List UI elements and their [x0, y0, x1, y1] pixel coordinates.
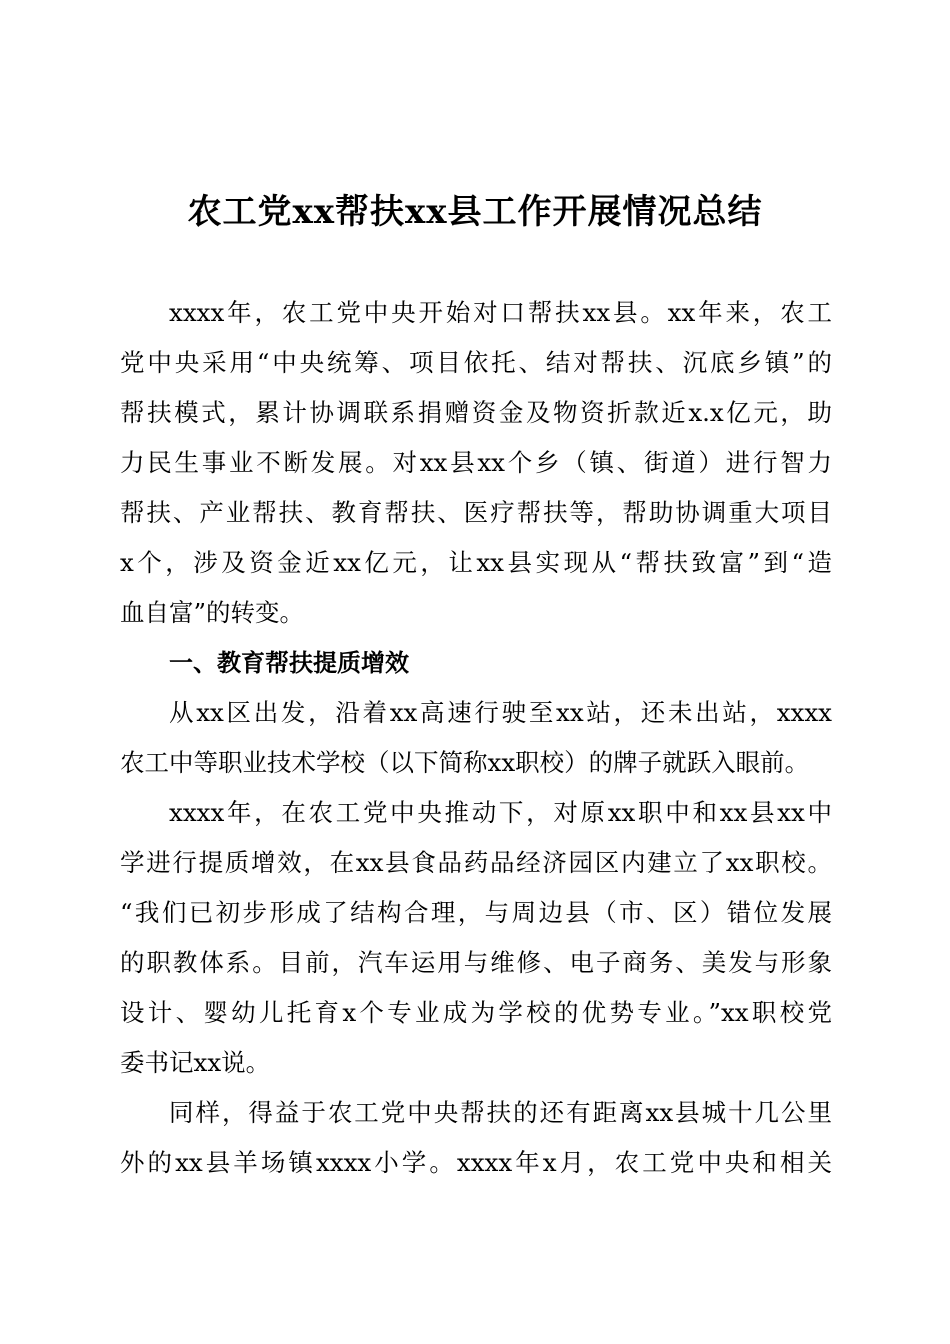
section-paragraph: [120, 688, 832, 788]
paragraph-line: xxxx年，在农工党中央推动下，对原xx职中和xx县xx中: [169, 798, 832, 827]
paragraph-line: 委书记xx说。: [120, 1048, 271, 1077]
paragraph-line: 外的xx县羊场镇xxxx小学。xxxx年x月，农工党中央和相关: [120, 1148, 832, 1177]
document-title: 农工党xx帮扶xx县工作开展情况总结: [187, 192, 763, 232]
paragraph-line: 力民生事业不断发展。对xx县xx个乡（镇、街道）进行智力: [120, 448, 832, 477]
paragraph-line: 同样，得益于农工党中央帮扶的还有距离xx县城十几公里: [169, 1098, 832, 1127]
document-body: [120, 288, 832, 1188]
section-heading: 一、教育帮扶提质增效: [169, 649, 409, 677]
paragraph-line: 党中央采用“中央统筹、项目依托、结对帮扶、沉底乡镇”的: [120, 348, 832, 377]
paragraph-line: 帮扶模式，累计协调联系捐赠资金及物资折款近x.x亿元，助: [120, 398, 832, 427]
paragraph-line: 的职教体系。目前，汽车运用与维修、电子商务、美发与形象: [120, 948, 832, 977]
paragraph-line: 血自富”的转变。: [120, 598, 305, 627]
paragraph-line: 帮扶、产业帮扶、教育帮扶、医疗帮扶等，帮助协调重大项目: [120, 498, 832, 527]
section-paragraph: [120, 1088, 832, 1188]
paragraph-line: 农工中等职业技术学校（以下简称xx职校）的牌子就跃入眼前。: [120, 748, 810, 777]
paragraph-line: xxxx年，农工党中央开始对口帮扶xx县。xx年来，农工: [169, 298, 832, 327]
intro-paragraph: [120, 288, 832, 638]
section-paragraph: [120, 788, 832, 1088]
paragraph-line: “我们已初步形成了结构合理，与周边县（市、区）错位发展: [120, 898, 832, 927]
paragraph-line: 设计、婴幼儿托育x个专业成为学校的优势专业。”xx职校党: [120, 998, 832, 1027]
paragraph-line: x个，涉及资金近xx亿元，让xx县实现从“帮扶致富”到“造: [120, 548, 832, 577]
paragraph-line: 学进行提质增效，在xx县食品药品经济园区内建立了xx职校。: [120, 848, 832, 877]
paragraph-line: 从xx区出发，沿着xx高速行驶至xx站，还未出站，xxxx: [169, 698, 832, 727]
